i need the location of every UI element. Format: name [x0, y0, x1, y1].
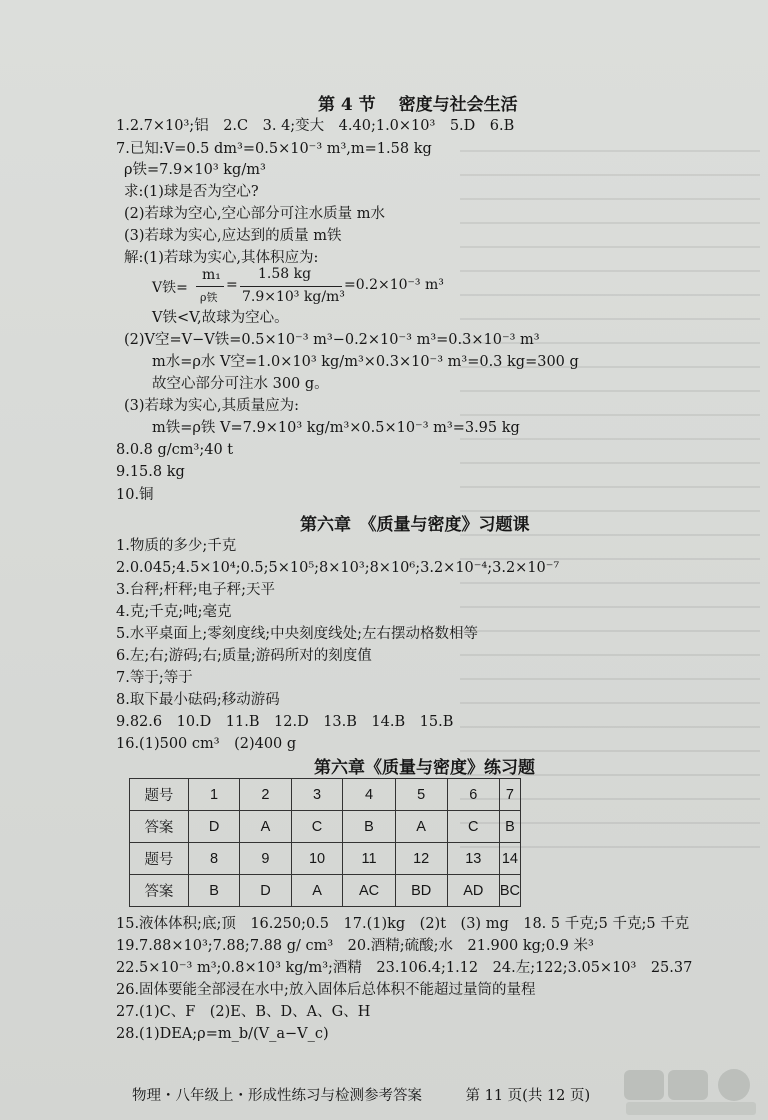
answer-line: (3)若球为实心,应达到的质量 m铁 — [124, 228, 342, 244]
table-cell: 7 — [499, 779, 520, 811]
answer-line: 故空心部分可注水 300 g。 — [152, 376, 329, 392]
answer-line: 1.物质的多少;千克 — [116, 538, 237, 554]
answer-line: 9.15.8 kg — [116, 464, 185, 480]
table-cell: 12 — [395, 843, 447, 875]
answer-line: 26.固体要能全部浸在水中;放入固体后总体积不能超过量筒的量程 — [116, 982, 536, 998]
table-cell: 1 — [188, 779, 239, 811]
answer-line: 10.铜 — [116, 487, 154, 503]
answer-line: 27.(1)C、F (2)E、B、D、A、G、H — [116, 1004, 371, 1020]
answer-line: 22.5×10⁻³ m³;0.8×10³ kg/m³;酒精 23.106.4;1.12 24.左;122;3.05×10³ 25.37 — [116, 960, 693, 976]
table-cell: C — [447, 811, 499, 843]
table-cell: 题号 — [130, 843, 189, 875]
answer-table — [129, 778, 521, 907]
table-row — [130, 779, 521, 811]
table-cell: 答案 — [130, 811, 189, 843]
table-cell: B — [343, 811, 395, 843]
answer-line: 7.已知:V=0.5 dm³=0.5×10⁻³ m³,m=1.58 kg — [116, 141, 432, 157]
table-cell: 2 — [240, 779, 291, 811]
exercise-title: 第六章《质量与密度》练习题 — [314, 758, 535, 778]
answer-line: (3)若球为实心,其质量应为: — [124, 398, 300, 414]
formula-equals: = — [226, 277, 238, 293]
table-cell: 4 — [343, 779, 395, 811]
watermark-logo — [620, 1068, 760, 1116]
table-cell: D — [188, 811, 239, 843]
answer-line: 7.等于;等于 — [116, 670, 193, 686]
table-cell: 5 — [395, 779, 447, 811]
table-row — [130, 875, 521, 907]
answer-line: 8.取下最小砝码;移动游码 — [116, 692, 280, 708]
answer-line: ρ铁=7.9×10³ kg/m³ — [124, 162, 266, 178]
answer-line: 6.左;右;游码;右;质量;游码所对的刻度值 — [116, 648, 372, 664]
section-4-title: 第 4 节 密度与社会生活 — [318, 95, 518, 115]
table-cell: BC — [499, 875, 520, 907]
answer-line: 16.(1)500 cm³ (2)400 g — [116, 736, 297, 752]
page-footer: 物理・八年级上・形成性练习与检测参考答案 第 11 页(共 12 页) — [132, 1088, 591, 1104]
formula-denominator-1: ρ铁 — [200, 291, 218, 304]
answer-line: 9.82.6 10.D 11.B 12.D 13.B 14.B 15.B — [116, 714, 454, 730]
table-cell: 11 — [343, 843, 395, 875]
table-cell: 13 — [447, 843, 499, 875]
answer-line: 求:(1)球是否为空心? — [124, 184, 259, 200]
answer-line: 4.克;千克;吨;毫克 — [116, 604, 232, 620]
table-cell: 10 — [291, 843, 343, 875]
table-row — [130, 843, 521, 875]
table-cell: 3 — [291, 779, 343, 811]
formula-numerator-2: 1.58 kg — [258, 266, 312, 282]
table-cell: A — [395, 811, 447, 843]
answer-line: 28.(1)DEA;ρ=m_b/(V_a−V_c) — [116, 1026, 329, 1042]
answer-line: 5.水平桌面上;零刻度线;中央刻度线处;左右摆动格数相等 — [116, 626, 478, 642]
table-cell: 6 — [447, 779, 499, 811]
answer-line: m铁=ρ铁 V=7.9×10³ kg/m³×0.5×10⁻³ m³=3.95 kg — [152, 420, 520, 436]
table-cell: 答案 — [130, 875, 189, 907]
formula-numerator-1: m₁ — [202, 267, 221, 283]
table-cell: B — [499, 811, 520, 843]
fraction-bar — [240, 286, 342, 287]
answer-line: 15.液体体积;底;顶 16.250;0.5 17.(1)kg (2)t (3) mg 18. 5 千克;5 千克;5 千克 — [116, 916, 690, 932]
table-cell: AC — [343, 875, 395, 907]
table-cell: AD — [447, 875, 499, 907]
answer-line: 解:(1)若球为实心,其体积应为: — [124, 250, 319, 266]
fraction-bar — [196, 286, 224, 287]
table-cell: 题号 — [130, 779, 189, 811]
table-cell: B — [188, 875, 239, 907]
table-cell: D — [240, 875, 291, 907]
answer-line: 8.0.8 g/cm³;40 t — [116, 442, 234, 458]
formula-rhs: =0.2×10⁻³ m³ — [344, 277, 444, 293]
formula-denominator-2: 7.9×10³ kg/m³ — [242, 289, 345, 305]
answer-line: (2)若球为空心,空心部分可注水质量 m水 — [124, 206, 386, 222]
answer-line: (2)V空=V−V铁=0.5×10⁻³ m³−0.2×10⁻³ m³=0.3×10⁻³ m³ — [124, 332, 540, 348]
answer-line: 3.台秤;杆秤;电子秤;天平 — [116, 582, 275, 598]
answer-line: m水=ρ水 V空=1.0×10³ kg/m³×0.3×10⁻³ m³=0.3 kg=300 g — [152, 354, 579, 370]
table-cell: 8 — [188, 843, 239, 875]
answer-line: 1.2.7×10³;铝 2.C 3. 4;变大 4.40;1.0×10³ 5.D 6.B — [116, 118, 515, 134]
answer-line: 19.7.88×10³;7.88;7.88 g/ cm³ 20.酒精;硫酸;水 21.900 kg;0.9 米³ — [116, 938, 594, 954]
lesson-title: 第六章 《质量与密度》习题课 — [300, 515, 530, 535]
table-cell: A — [291, 875, 343, 907]
table-cell: 14 — [499, 843, 520, 875]
table-cell: C — [291, 811, 343, 843]
table-cell: 9 — [240, 843, 291, 875]
formula-lhs: V铁= — [152, 280, 188, 296]
table-cell: BD — [395, 875, 447, 907]
table-cell: A — [240, 811, 291, 843]
bleed-through-shading — [460, 150, 760, 850]
answer-line: V铁<V,故球为空心。 — [152, 310, 289, 326]
answer-line: 2.0.045;4.5×10⁴;0.5;5×10⁵;8×10³;8×10⁶;3.2×10⁻⁴;3.2×10⁻⁷ — [116, 560, 560, 576]
table-row — [130, 811, 521, 843]
